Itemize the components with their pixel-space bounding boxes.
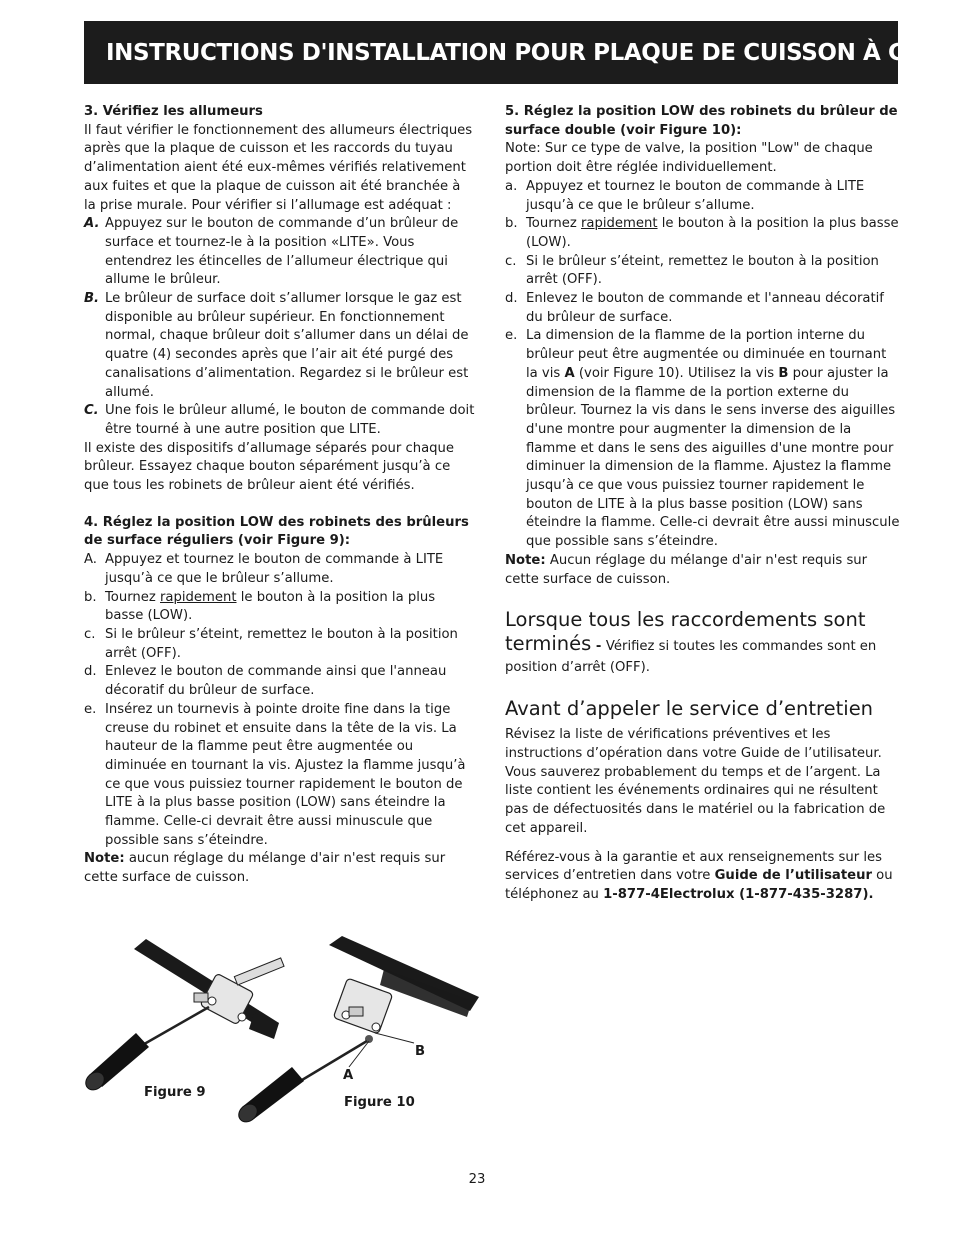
step3-intro: Il faut vérifier le fonctionnement des allumeurs électriques après que la plaque de cuisson et les raccords du tuyau d’alimentation aient été eux-mêmes vérifiés relativement aux fuites et que la plaque de cuisson ait été branchée à la prise murale. Pour vérifier si l’allumage est adéquat : bbox=[84, 122, 473, 213]
item-label: C. bbox=[84, 403, 99, 419]
step3-outro: Il existe des dispositifs d’allumage séparés pour chaque brûleur. Essayez chaque bouton séparément jusqu’à ce que tous les robinets de brûleur aient été vérifiés. bbox=[84, 440, 455, 494]
left-column bbox=[84, 103, 476, 888]
right-column bbox=[505, 103, 900, 905]
item-text: Tournez rapidement le bouton à la position la plus basse (LOW). bbox=[105, 589, 436, 624]
item-label: b. bbox=[505, 216, 518, 232]
item-label: b. bbox=[84, 589, 97, 605]
item-text: Insérez un tournevis à pointe droite fine dans la tige creuse du robinet et ensuite dans la tête de la vis. La hauteur de la flamme peut être augmentée ou diminuée en tournant la vis. Ajustez la flamme jusqu’à ce que vous puissiez tourner rapidement le bouton de LITE à la plus basse position (LOW) sans éteindre la flamme. Celle-ci devrait être aussi minuscule que possible sans s’éteindre. bbox=[105, 701, 466, 848]
connections-heading: Lorsque tous les raccordements sont bbox=[505, 608, 866, 632]
step3-item-c bbox=[84, 402, 476, 439]
item-label: a. bbox=[505, 178, 518, 194]
step5-heading: 5. Réglez la position LOW des robinets du brûleur de surface double (voir Figure 10): bbox=[505, 104, 898, 138]
item-text: Tournez rapidement le bouton à la position la plus basse (LOW). bbox=[526, 216, 899, 250]
item-label: c. bbox=[505, 253, 517, 269]
step3-heading: 3. Vérifiez les allumeurs bbox=[84, 104, 263, 119]
screw-a-label: A bbox=[343, 1068, 354, 1083]
service-paragraph-1: Révisez la liste de vérifications préventives et les instructions d’opération dans votre Guide de l’utilisateur. Vous sauverez probablement du temps et de l’argent. La liste contient les événements ordinaires qui ne résultent pas de défectuosités dans le matériel ou la fabrication de cet appareil. bbox=[505, 727, 886, 836]
item-text: Appuyez sur le bouton de commande d’un brûleur de surface et tournez-le à la position «LITE». Vous entendrez les étincelles de l’allumeur électrique qui allume le brûleur. bbox=[105, 216, 459, 288]
page-title: INSTRUCTIONS D'INSTALLATION POUR PLAQUE DE CUISSON À GAZ bbox=[106, 39, 941, 66]
item-label: d. bbox=[84, 664, 97, 680]
step4-item-a bbox=[84, 551, 476, 588]
figure10-caption: Figure 10 bbox=[344, 1095, 415, 1110]
step3-item-a bbox=[84, 215, 476, 290]
item-label: e. bbox=[505, 328, 518, 344]
step5-note: Note: Aucun réglage du mélange d'air n'est requis sur cette surface de cuisson. bbox=[505, 552, 868, 587]
valve-illustration bbox=[84, 935, 484, 1130]
item-label: d. bbox=[505, 291, 518, 307]
step3-item-b bbox=[84, 290, 476, 402]
step4-heading: 4. Réglez la position LOW des robinets des brûleurs de surface réguliers (voir Figure 9): bbox=[84, 514, 469, 549]
header-banner bbox=[84, 21, 941, 84]
item-text: Enlevez le bouton de commande ainsi que l'anneau décoratif du brûleur de surface. bbox=[105, 664, 447, 699]
figures bbox=[84, 935, 484, 1130]
item-text: La dimension de la flamme de la portion interne du brûleur peut être augmentée ou diminuée en tournant la vis A (voir Figure 10). Utilisez la vis B pour ajuster la dimension de la flamme de la portion externe du brûleur. Tournez la vis dans le sens inverse des aiguilles d'une montre pour augmenter la dimension de la flamme et dans le sens des aiguilles d'une montre pour diminuer la dimension de la flamme. Ajustez la flamme jusqu’à ce que vous puissiez tourner rapidement le bouton de LITE à la plus basse position (LOW) sans éteindre la flamme. Celle-ci devrait être aussi minuscule que possible sans s’éteindre. bbox=[526, 328, 900, 550]
figure9-drawing bbox=[84, 939, 284, 1094]
item-text: Une fois le brûleur allumé, le bouton de commande doit être tourné à une autre position que LITE. bbox=[105, 403, 475, 437]
step5-intro: Note: Sur ce type de valve, la position "Low" de chaque portion doit être réglée individuellement. bbox=[505, 141, 873, 176]
service-paragraph-2: Référez-vous à la garantie et aux renseignements sur les services d’entretien dans votre Guide de l’utilisateur ou téléphonez au 1-877-4Electrolux (1-877-435-3287). bbox=[505, 849, 893, 902]
item-label: e. bbox=[84, 701, 97, 717]
item-label: A. bbox=[84, 216, 100, 232]
item-text: Le brûleur de surface doit s’allumer lorsque le gaz est disponible au brûleur supérieur. En fonctionnement normal, chaque brûleur doit s’allumer dans un délai de quatre (4) secondes après que l’air ait été purgé des canalisations d’alimentation. Regardez si le brûleur est allumé. bbox=[105, 291, 469, 400]
figure9-caption: Figure 9 bbox=[144, 1085, 206, 1100]
step5-item-c bbox=[505, 253, 900, 290]
item-text: Appuyez et tournez le bouton de commande à LITE jusqu’à ce que le brûleur s’allume. bbox=[105, 552, 444, 586]
page-number: 23 bbox=[468, 1172, 486, 1187]
connections-text: terminés - Vérifiez si toutes les commandes sont en position d’arrêt (OFF). bbox=[505, 632, 877, 676]
step4-note: Note: aucun réglage du mélange d'air n'est requis sur cette surface de cuisson. bbox=[84, 851, 446, 886]
service-heading: Avant d’appeler le service d’entretien bbox=[505, 697, 874, 721]
step5-item-a bbox=[505, 178, 900, 215]
item-label: A. bbox=[84, 552, 97, 568]
item-text: Appuyez et tournez le bouton de commande à LITE jusqu’à ce que le brûleur s’allume. bbox=[526, 178, 865, 213]
step5-item-b bbox=[505, 215, 900, 252]
step5-item-d bbox=[505, 290, 900, 327]
item-text: Si le brûleur s’éteint, remettez le bouton à la position arrêt (OFF). bbox=[105, 626, 458, 661]
step4-item-c bbox=[84, 626, 476, 663]
item-text: Si le brûleur s’éteint, remettez le bouton à la position arrêt (OFF). bbox=[526, 253, 879, 288]
step4-item-b bbox=[84, 589, 476, 626]
item-label: c. bbox=[84, 626, 96, 642]
step4-item-e bbox=[84, 701, 476, 851]
step4-item-d bbox=[84, 663, 476, 700]
item-text: Enlevez le bouton de commande et l'anneau décoratif du brûleur de surface. bbox=[526, 291, 884, 325]
screw-b-label: B bbox=[415, 1044, 426, 1059]
step5-item-e bbox=[505, 327, 900, 551]
item-label: B. bbox=[84, 291, 100, 307]
